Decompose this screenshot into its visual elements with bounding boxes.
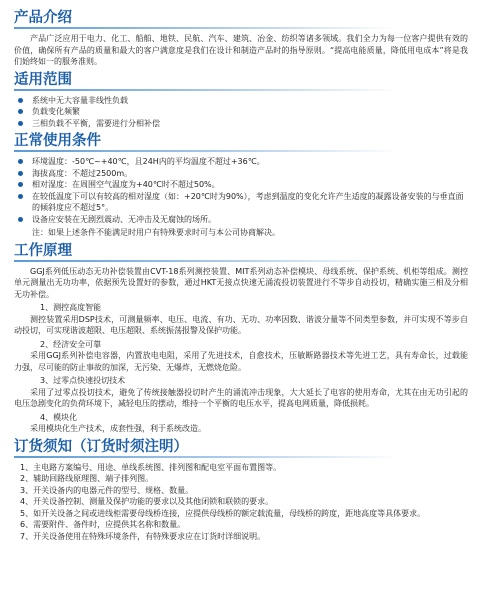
principle-section bbox=[14, 242, 468, 435]
bullet-dot-icon bbox=[18, 121, 23, 126]
ordering-item: 5、如开关设备之间或进线柜需要母线桥连接，应提供母线桥的额定载流量，母线桥的跨度，距地高度等具体要求。 bbox=[20, 508, 426, 518]
scope-list bbox=[14, 95, 468, 130]
bullet-dot-icon bbox=[18, 217, 23, 222]
condition-item: 设备应安装在无剧烈震动、无冲击及无腐蚀的场所。 bbox=[14, 214, 468, 226]
principle-text: 采用GGJ系列补偿电容器，内置放电电阻，采用了先进技术，自愈技术，压敏断路器技术等先进工艺，具有寿命长，过载能力强，尽可能的防止事故的加深，无污染、无爆炸，无燃烧危险。 bbox=[14, 351, 468, 372]
ordering-item: 4、开关设备控制、测量及保护功能的要求以及其他闭锁和联锁的要求。 bbox=[20, 497, 274, 506]
scope-item: 负载变化频繁 bbox=[14, 106, 468, 118]
bullet-dot-icon bbox=[18, 159, 23, 164]
intro-text: 产品广泛应用于电力、化工、船舶、地铁、民航、汽车、建筑、冶金、纺织等诸多领域。我们全力为每一位客户提供有效的价值，确保所有产品的质量和最大的客户满意度是我们在设计和制造产品时的指导原则。“提高电能质量，降低用电成本”将是我们始终如一的服务准则。 bbox=[14, 34, 468, 66]
conditions-note: 注：如果上述条件不能满足时用户有特殊要求时可与本公司协商解决。 bbox=[32, 228, 280, 237]
scope-item: 系统中无大容量非线性负载 bbox=[14, 95, 468, 107]
ordering-item: 7、开关设备使用在特殊环境条件，有特殊要求应在订货时详细说明。 bbox=[20, 531, 266, 541]
principle-subheading: 4、模块化 bbox=[40, 412, 78, 422]
bullet-dot-icon bbox=[18, 182, 23, 187]
ordering-item: 3、开关设备内的电器元件的型号、规格、数量。 bbox=[20, 485, 194, 495]
ordering-item: 2、辅助回路线原理图、端子排列图。 bbox=[20, 474, 154, 483]
principle-text: 采用了过零点投切技术，避免了传统接触器投切时产生的涌流冲击现象，大大延长了电容的使用寿命，尤其在由无功引起的电压急剧变化的负荷环境下，减轻电压的摆动，维持一个平衡的电压水平，提高电网质量，降低损耗。 bbox=[14, 387, 468, 408]
ordering-list bbox=[14, 462, 468, 543]
bullet-dot-icon bbox=[18, 98, 23, 103]
ordering-item: 1、主电路方案编号、用途、单线系统图、排列图和配电室平面布置图等。 bbox=[20, 462, 282, 472]
principle-text: 采用模块化生产技术，成套性强，利于系统改造。 bbox=[30, 424, 206, 433]
principle-text: 测控装置采用DSP技术，可测量频率、电压、电流、有功、无功、功率因数、谐波分量等不同类型参数，并可实现不等步自动投切，可实现谐波超限、电压超限、系统振荡报警及保护功能。 bbox=[14, 314, 468, 335]
principle-subheading: 2、经济安全可靠 bbox=[40, 339, 102, 349]
principle-heading: 工作原理 bbox=[14, 242, 468, 262]
ordering-heading: 订货须知（订货时须注明） bbox=[14, 438, 468, 458]
principle-subheading: 1、测控高度智能 bbox=[40, 303, 102, 312]
bullet-dot-icon bbox=[18, 171, 23, 176]
ordering-section bbox=[14, 438, 468, 543]
intro-section bbox=[14, 9, 468, 68]
conditions-list bbox=[14, 156, 468, 225]
principle-intro: GGJ系列低压动态无功补偿装置由CVT-18系列测控装置、MIT系列动态补偿模块、母线系统、保护系统、机柜等组成。测控单元测量出无功功率，依据预先设置好的参数，通过HKT无接点快速无涌流投切装置进行不等步自动投切，精确实施三相及分相无功补偿。 bbox=[14, 266, 468, 299]
bullet-dot-icon bbox=[18, 109, 23, 114]
scope-section bbox=[14, 71, 468, 130]
principle-subheading: 3、过零点快速投切技术 bbox=[40, 376, 126, 385]
bullet-dot-icon bbox=[18, 194, 23, 199]
conditions-heading: 正常使用条件 bbox=[14, 132, 468, 152]
scope-item: 三相负载不平衡，需要进行分相补偿 bbox=[14, 118, 468, 130]
conditions-section bbox=[14, 132, 468, 239]
condition-item: 在较低温度下可以有较高的相对湿度（如：+20℃时为90%），考虑到温度的变化允许产生适度的凝露设备安装的与垂直面的倾斜度应不超过5°。 bbox=[14, 191, 468, 214]
ordering-item: 6、需要附件、备件时，应提供其名称和数量。 bbox=[20, 520, 186, 529]
condition-item: 环境温度：-50℃~+40℃，且24H内的平均温度不超过+36℃。 bbox=[14, 156, 468, 168]
condition-item: 海拔高度：不超过2500m。 bbox=[14, 168, 468, 180]
condition-item: 相对湿度：在周围空气温度为+40℃时不超过50%。 bbox=[14, 179, 468, 191]
intro-heading: 产品介绍 bbox=[14, 9, 468, 29]
scope-heading: 适用范围 bbox=[14, 71, 468, 91]
